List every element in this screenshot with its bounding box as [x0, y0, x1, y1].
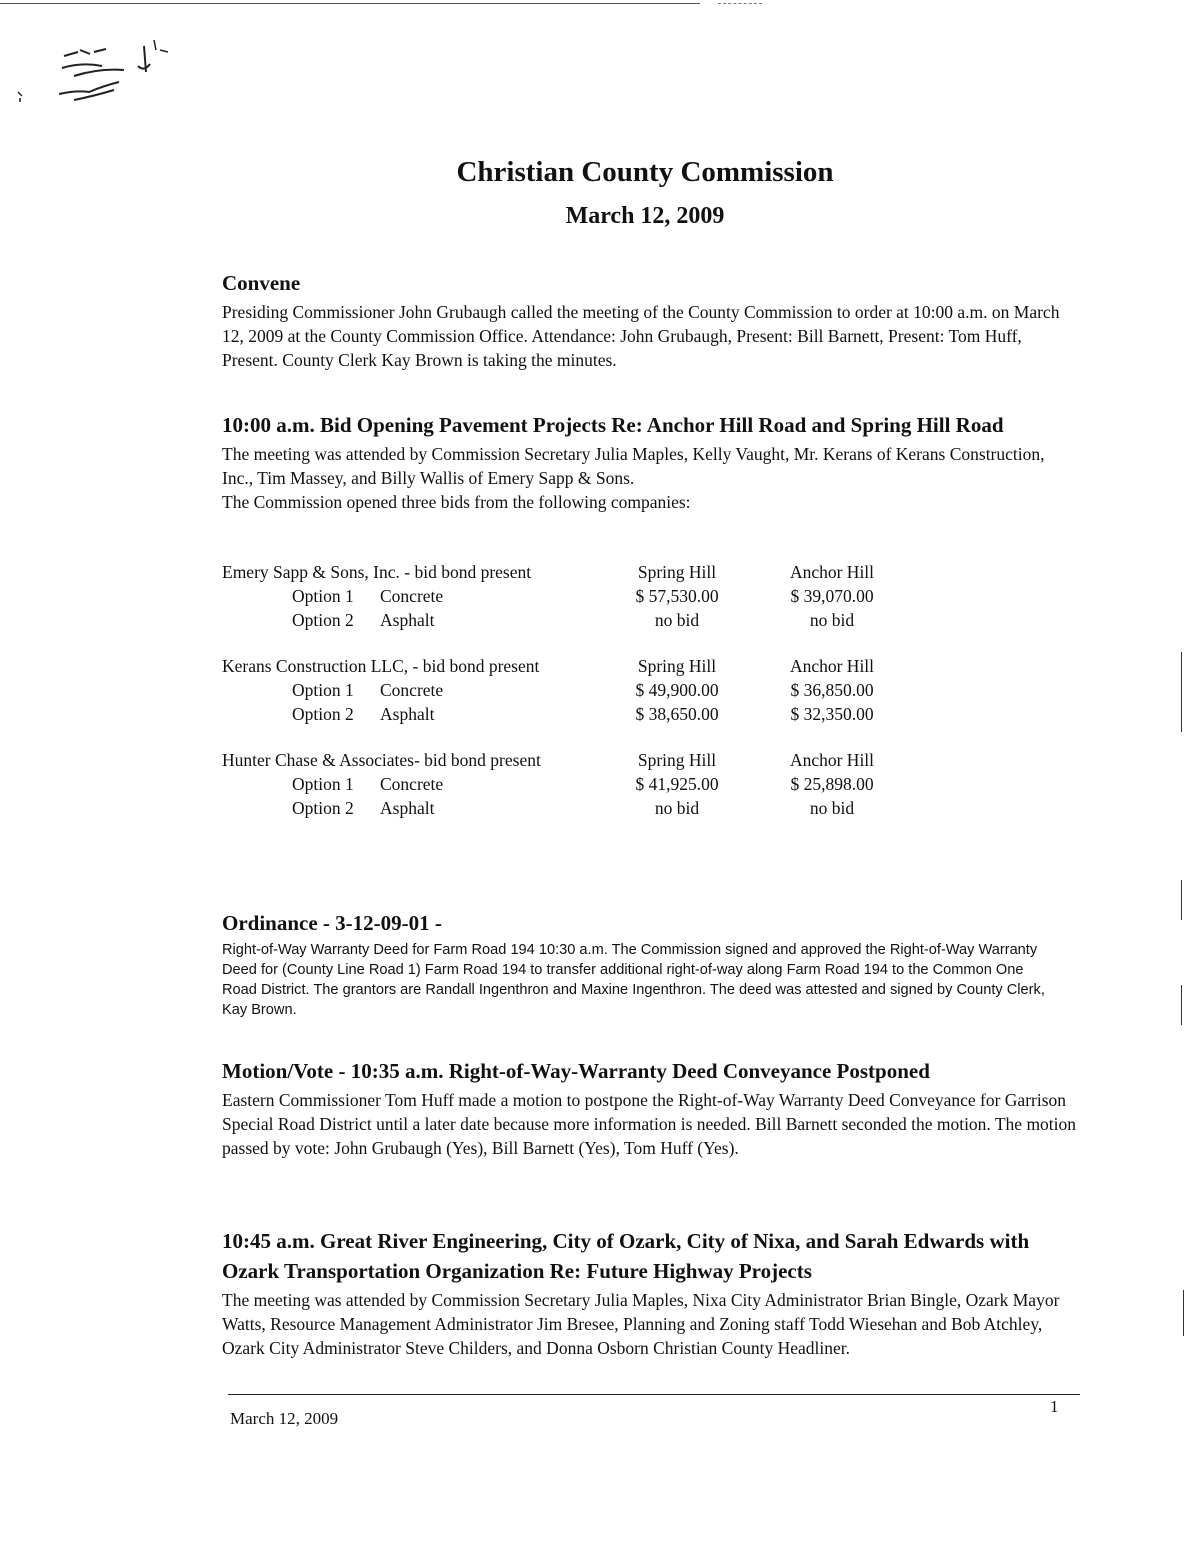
bid-anchor-hill: $ 32,350.00 — [790, 704, 874, 724]
section-body: Right-of-Way Warranty Deed for Farm Road 194 10:30 a.m. The Commission signed and approved the Right-of-Way Warranty Deed for (County Line Road 1) Farm Road 194 to transfer additional right-of-way along Farm Road 194 to the Common One Road District. The grantors are Randall Ingenthron and Maxine Ingenthron. The deed was attested and signed by County Clerk, Kay Brown. — [222, 942, 1045, 1018]
bid-company: Emery Sapp & Sons, Inc. - bid bond present — [222, 562, 532, 582]
bid-spring-hill: $ 41,925.00 — [635, 774, 719, 794]
bid-type: Asphalt — [380, 610, 435, 630]
bid-spring-hill: $ 38,650.00 — [635, 704, 719, 724]
section-ordinance — [222, 908, 1062, 1020]
bid-option: Option 2 — [292, 610, 354, 630]
bid-option-row — [222, 702, 922, 726]
section-motion — [222, 1056, 1082, 1160]
col-spring-hill: Spring Hill — [637, 656, 717, 676]
bid-option-row — [222, 608, 922, 632]
footer-date: March 12, 2009 — [230, 1409, 339, 1428]
bid-table — [222, 560, 922, 842]
bid-type: Asphalt — [380, 704, 435, 724]
col-anchor-hill: Anchor Hill — [789, 562, 875, 582]
col-spring-hill: Spring Hill — [637, 750, 717, 770]
bid-option-row — [222, 772, 922, 796]
scan-edge-mark — [1183, 1290, 1184, 1336]
bid-option: Option 1 — [292, 586, 354, 606]
bid-anchor-hill: $ 25,898.00 — [790, 774, 874, 794]
bid-type: Asphalt — [380, 798, 435, 818]
bid-option-row — [222, 796, 922, 820]
col-anchor-hill: Anchor Hill — [789, 750, 875, 770]
scan-edge-mark — [1181, 985, 1182, 1025]
footer-rule — [228, 1394, 1080, 1395]
section-highway — [222, 1226, 1062, 1360]
section-body: The meeting was attended by Commission Secretary Julia Maples, Kelly Vaught, Mr. Kerans of Kerans Construction, Inc., Tim Massey, and Billy Wallis of Emery Sapp & Sons. — [222, 444, 1045, 488]
bid-option: Option 2 — [292, 704, 354, 724]
bid-anchor-hill: no bid — [809, 610, 855, 630]
bid-company: Kerans Construction LLC, - bid bond present — [222, 656, 540, 676]
bid-anchor-hill: $ 36,850.00 — [790, 680, 874, 700]
scan-edge-mark — [1181, 652, 1182, 732]
scan-edge-mark — [1181, 880, 1182, 920]
bid-anchor-hill: $ 39,070.00 — [790, 586, 874, 606]
bid-group — [222, 560, 922, 654]
bid-spring-hill: $ 49,900.00 — [635, 680, 719, 700]
bid-spring-hill: no bid — [654, 610, 700, 630]
section-heading: Motion/Vote - 10:35 a.m. Right-of-Way-Warranty Deed Conveyance Postponed — [222, 1059, 930, 1083]
section-heading: Ordinance - 3-12-09-01 - — [222, 911, 442, 935]
bid-company: Hunter Chase & Associates- bid bond present — [222, 750, 541, 770]
page-title: Christian County Commission — [456, 156, 834, 188]
section-bid-opening — [222, 410, 1062, 514]
bid-option-row — [222, 678, 922, 702]
section-heading: 10:45 a.m. Great River Engineering, City of Ozark, City of Nixa, and Sarah Edwards with Ozark Transportation Organization Re: Future Highway Projects — [222, 1229, 1030, 1283]
bid-group — [222, 654, 922, 748]
bid-option: Option 1 — [292, 680, 354, 700]
section-body: Eastern Commissioner Tom Huff made a motion to postpone the Right-of-Way Warranty Deed Conveyance for Garrison Special Road District until a later date because more information is needed. Bill Barnett seconded the motion. The motion passed by vote: John Grubaugh (Yes), Bill Barnett (Yes), Tom Huff (Yes). — [222, 1090, 1077, 1158]
page-number: 1 — [1050, 1397, 1059, 1416]
bid-spring-hill: no bid — [654, 798, 700, 818]
col-anchor-hill: Anchor Hill — [789, 656, 875, 676]
section-body: Presiding Commissioner John Grubaugh called the meeting of the County Commission to order at 10:00 a.m. on March 12, 2009 at the County Commission Office. Attendance: John Grubaugh, Present: Bill Barnett, Present: Tom Huff, Present. County Clerk Kay Brown is taking the minutes. — [222, 302, 1060, 370]
bid-spring-hill: $ 57,530.00 — [635, 586, 719, 606]
scan-top-dash — [718, 3, 762, 4]
section-convene — [222, 268, 1062, 372]
bid-type: Concrete — [380, 774, 444, 794]
section-heading: 10:00 a.m. Bid Opening Pavement Projects Re: Anchor Hill Road and Spring Hill Road — [222, 413, 1004, 437]
col-spring-hill: Spring Hill — [637, 562, 717, 582]
bid-group — [222, 748, 922, 842]
scan-top-line — [0, 3, 700, 4]
bid-company-row — [222, 654, 922, 678]
handwritten-mark — [14, 36, 174, 116]
bid-option-row — [222, 584, 922, 608]
bid-type: Concrete — [380, 680, 444, 700]
section-heading: Convene — [222, 271, 301, 295]
bid-anchor-hill: no bid — [809, 798, 855, 818]
bid-company-row — [222, 748, 922, 772]
bid-company-row — [222, 560, 922, 584]
meeting-date: March 12, 2009 — [565, 203, 725, 229]
section-body: The Commission opened three bids from the following companies: — [222, 492, 691, 512]
bid-type: Concrete — [380, 586, 444, 606]
bid-option: Option 2 — [292, 798, 354, 818]
bid-option: Option 1 — [292, 774, 354, 794]
section-body: The meeting was attended by Commission Secretary Julia Maples, Nixa City Administrator Brian Bingle, Ozark Mayor Watts, Resource Management Administrator Jim Bresee, Planning and Zoning staff Todd Wiesehan and Bob Atchley, Ozark City Administrator Steve Childers, and Donna Osborn Christian County Headliner. — [222, 1290, 1060, 1358]
